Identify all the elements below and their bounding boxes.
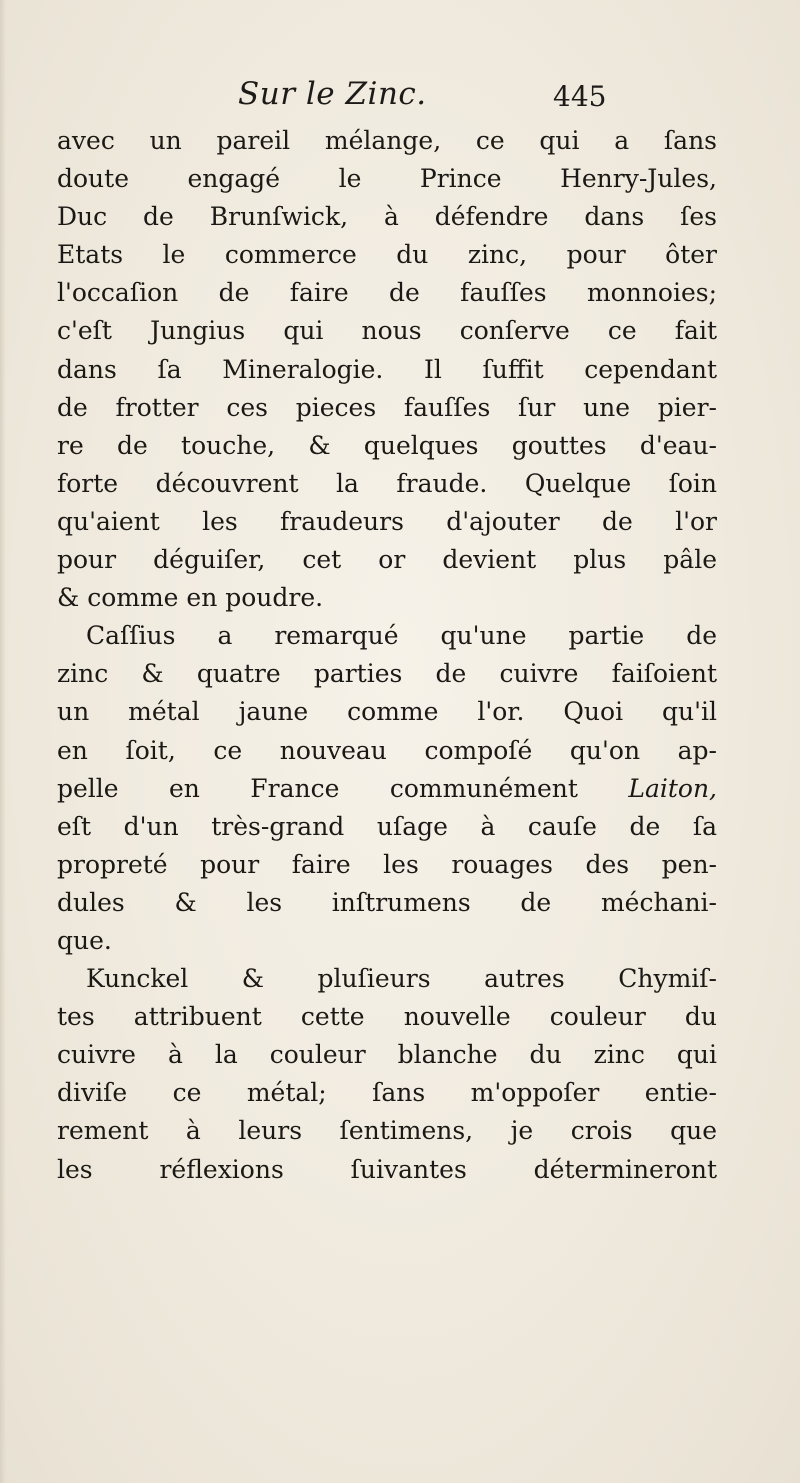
text-line: pour déguiſer, cet or devient plus pâle	[57, 545, 717, 575]
text-line: diviſe ce métal; ſans m'oppoſer entie-	[57, 1078, 717, 1108]
text-segment: pelle en France communément	[57, 773, 578, 803]
text-line: les réflexions ſuivantes détermineront	[57, 1154, 717, 1184]
paragraph-start-line: Kunckel & pluſieurs autres Chymiſ-	[86, 964, 717, 994]
text-line: Duc de Brunſwick, à défendre dans ſes	[57, 202, 717, 232]
text-line: que.	[57, 925, 112, 955]
text-line: dules & les inſtrumens de méchani-	[57, 887, 717, 917]
text-line: Etats le commerce du zinc, pour ôter	[57, 240, 717, 270]
text-line: qu'aient les fraudeurs d'ajouter de l'or	[57, 506, 717, 536]
text-line: de frotter ces pieces fauſſes ſur une pier-	[57, 392, 717, 422]
page-header	[0, 70, 800, 120]
page-number: 445	[553, 80, 607, 113]
text-line-with-italic	[57, 770, 717, 808]
text-line: rement à leurs ſentimens, je crois que	[57, 1116, 717, 1146]
running-title: Sur le Zinc.	[238, 76, 427, 112]
text-line: doute engagé le Prince Henry-Jules,	[57, 164, 717, 194]
text-line: eſt d'un très-grand uſage à cauſe de ſa	[57, 811, 717, 841]
text-line: dans ſa Mineralogie. Il ſuffit cependant	[57, 354, 717, 384]
text-line: & comme en poudre.	[57, 583, 324, 613]
text-line: re de touche, & quelques gouttes d'eau-	[57, 430, 717, 460]
paragraph-start-line: Caſſius a remarqué qu'une partie de	[86, 621, 717, 651]
text-line: forte découvrent la fraude. Quelque ſoin	[57, 468, 717, 498]
text-line: tes attribuent cette nouvelle couleur du	[57, 1002, 717, 1032]
text-line: avec un pareil mélange, ce qui a ſans	[57, 126, 717, 155]
body-text	[57, 122, 717, 1189]
text-line: zinc & quatre parties de cuivre faiſoient	[57, 659, 717, 689]
text-line: en ſoit, ce nouveau compoſé qu'on ap-	[57, 735, 717, 765]
page-edge-shadow	[0, 0, 6, 1483]
text-line: l'occaſion de faire de fauſſes monnoies;	[57, 278, 717, 308]
text-line: c'eſt Jungius qui nous conſerve ce fait	[57, 316, 717, 346]
text-line: propreté pour faire les rouages des pen-	[57, 849, 717, 879]
italic-term-laiton: Laiton,	[628, 773, 718, 803]
text-line: un métal jaune comme l'or. Quoi qu'il	[57, 697, 717, 727]
text-line: cuivre à la couleur blanche du zinc qui	[57, 1040, 717, 1070]
